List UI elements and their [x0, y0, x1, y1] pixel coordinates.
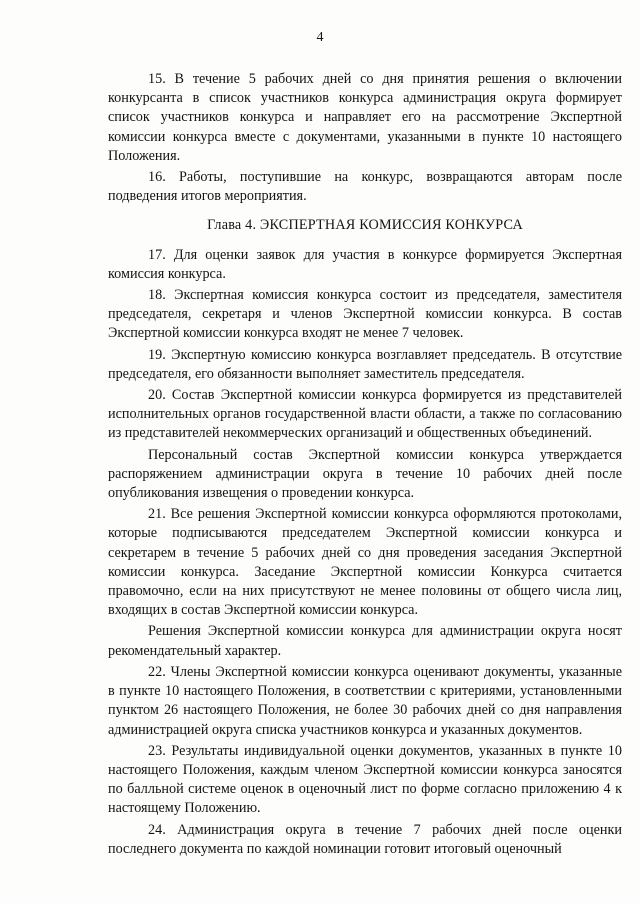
paragraph-21: 21. Все решения Экспертной комиссии конкурса оформляются протоколами, которые подписываются председателем Экспертной комиссии конкурса и секретарем в течение 5 рабочих дней со дня проведения заседания Экспертной комиссии конкурса. Заседание Экспертной комиссии Конкурса считается правомочно, если на них присутствуют не менее половины от общего числа лиц, входящих в состав Экспертной комиссии конкурса. [108, 506, 622, 619]
paragraph-19: 19. Экспертную комиссию конкурса возглавляет председатель. В отсутствие председателя, его обязанности выполняет заместитель председателя. [108, 346, 622, 382]
paragraph-15: 15. В течение 5 рабочих дней со дня принятия решения о включении конкурсанта в список участников конкурса администрация округа формирует список участников конкурса и направляет его на рассмотрение Экспертной комиссии конкурса вместе с документами, указанными в пункте 10 настоящего Положения. [108, 71, 622, 164]
paragraph-20-personal-composition: Персональный состав Экспертной комиссии конкурса утверждается распоряжением администрации округа в течение 10 рабочих дней после опубликования извещения о проведении конкурса. [108, 446, 622, 502]
paragraph-18: 18. Экспертная комиссия конкурса состоит из председателя, заместителя председателя, секретаря и членов Экспертной комиссии конкурса. В состав Экспертной комиссии конкурса входят не менее 7 человек. [108, 287, 622, 342]
document-body [108, 70, 622, 861]
chapter-heading: Глава 4. ЭКСПЕРТНАЯ КОМИССИЯ КОНКУРСА [207, 217, 523, 234]
paragraph-23: 23. Результаты индивидуальной оценки документов, указанных в пункте 10 настоящего Положения, каждым членом Экспертной комиссии конкурса заносятся по балльной системе оценок в оценочный лист по форме согласно приложению 4 к настоящему Положению. [108, 742, 622, 817]
paragraph-20: 20. Состав Экспертной комиссии конкурса формируется из представителей исполнительных органов государственной власти области, а также по согласованию из представителей некоммерческих организаций и общественных объединений. [108, 387, 622, 442]
paragraph-21-decisions: Решения Экспертной комиссии конкурса для администрации округа носят рекомендательный характер. [108, 623, 622, 659]
paragraph-17: 17. Для оценки заявок для участия в конкурсе формируется Экспертная комиссия конкурса. [108, 246, 622, 282]
paragraph-16: 16. Работы, поступившие на конкурс, возвращаются авторам после подведения итогов мероприятия. [108, 169, 622, 205]
paragraph-24: 24. Администрация округа в течение 7 рабочих дней после оценки последнего документа по каждой номинации готовит итоговый оценочный [108, 821, 622, 857]
page-number: 4 [316, 30, 324, 45]
paragraph-22: 22. Члены Экспертной комиссии конкурса оценивают документы, указанные в пункте 10 настоящего Положения, в соответствии с критериями, установленными пунктом 26 настоящего Положения, не более 30 рабочих дней со дня направления администрацией округа списка участников конкурса и указанных документов. [108, 663, 622, 738]
